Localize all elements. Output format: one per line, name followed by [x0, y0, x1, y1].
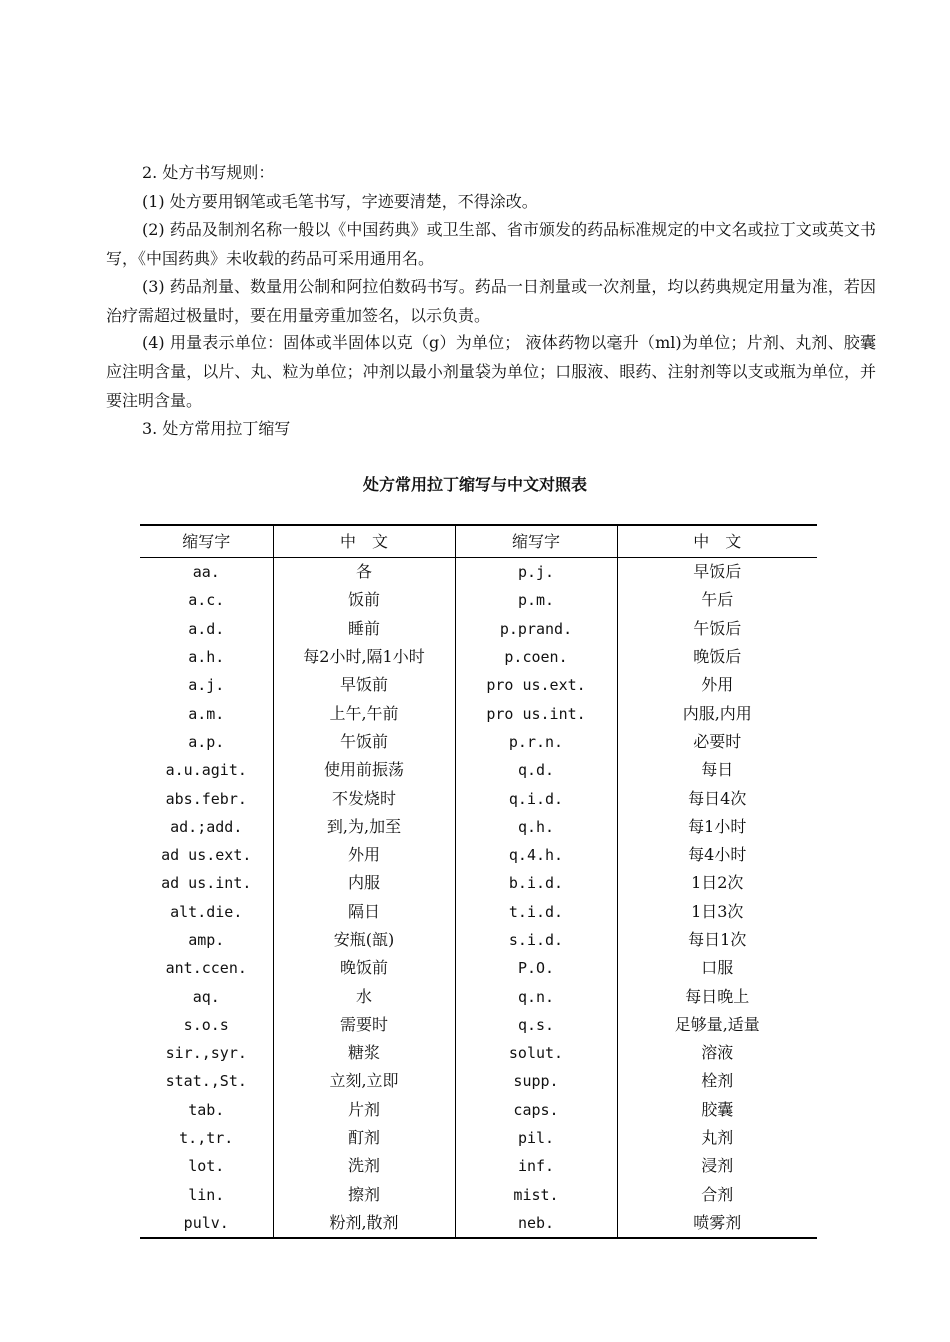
abbreviation-cell: lin. — [188, 1185, 225, 1204]
chinese-meaning-cell: 擦剂 — [273, 1181, 455, 1209]
chinese-meaning-cell: 隔日 — [273, 898, 455, 926]
chinese-meaning-cell: 浸剂 — [617, 1152, 817, 1180]
abbreviation-cell: amp. — [188, 931, 225, 949]
abbreviation-cell: t.i.d. — [455, 898, 617, 926]
abbreviation-cell: p.prand. — [455, 615, 617, 643]
chinese-meaning-cell: 片剂 — [273, 1096, 455, 1124]
chinese-meaning-cell: 到,为,加至 — [273, 813, 455, 841]
abbreviation-cell: a.u.agit. — [165, 761, 247, 780]
chinese-meaning-cell: 每日4次 — [617, 784, 817, 812]
abbreviation-cell: p.j. — [455, 558, 617, 587]
chinese-meaning-cell: 喷雾剂 — [617, 1209, 817, 1238]
abbreviation-cell: ad us.ext. — [161, 846, 252, 865]
table-title: 处方常用拉丁缩写与中文对照表 — [362, 475, 587, 494]
abbreviation-cell: lot. — [188, 1157, 225, 1176]
table-row — [140, 728, 817, 756]
abbreviation-cell: pil. — [455, 1124, 617, 1152]
table-row — [140, 756, 817, 784]
chinese-meaning-cell: 晚饭后 — [617, 643, 817, 671]
abbreviation-cell: ad us.int. — [161, 874, 252, 893]
chinese-meaning-cell: 晚饭前 — [273, 954, 455, 982]
chinese-meaning-cell: 每日晚上 — [617, 982, 817, 1010]
abbreviation-cell: a.m. — [188, 704, 225, 723]
abbreviation-cell: alt.die. — [170, 902, 243, 921]
abbreviation-cell: ant.ccen. — [165, 959, 247, 978]
table-row — [140, 586, 817, 614]
chinese-meaning-cell: 立刻,立即 — [273, 1067, 455, 1095]
paragraph-text: 3. 处方常用拉丁缩写 — [142, 419, 291, 438]
chinese-meaning-cell: 午饭后 — [617, 615, 817, 643]
table-header-row — [140, 525, 817, 558]
abbreviation-cell: pulv. — [183, 1213, 229, 1232]
rule-paragraph-2: (2) 药品及制剂名称一般以《中国药典》或卫生部、省市颁发的药品标准规定的中文名或拉丁文或英文书写，《中国药典》未收载的药品可采用通用名。 — [106, 220, 876, 268]
chinese-meaning-cell: 酊剂 — [273, 1124, 455, 1152]
abbreviation-cell: inf. — [455, 1152, 617, 1180]
chinese-meaning-cell: 糖浆 — [273, 1039, 455, 1067]
chinese-meaning-cell: 安瓶(瓿) — [273, 926, 455, 954]
chinese-meaning-cell: 内服,内用 — [617, 699, 817, 727]
chinese-meaning-cell: 每2小时,隔1小时 — [273, 643, 455, 671]
abbreviation-cell: pro us.ext. — [455, 671, 617, 699]
table-row — [140, 1096, 817, 1124]
chinese-meaning-cell: 栓剂 — [617, 1067, 817, 1095]
chinese-meaning-cell: 1日2次 — [617, 869, 817, 897]
chinese-meaning-cell: 必要时 — [617, 728, 817, 756]
abbreviation-cell: s.o.s — [183, 1015, 229, 1034]
chinese-meaning-cell: 上午,午前 — [273, 699, 455, 727]
abbreviation-cell: a.j. — [188, 676, 225, 695]
chinese-meaning-cell: 需要时 — [273, 1011, 455, 1039]
paragraph-text: 2. 处方书写规则： — [142, 163, 275, 182]
abbreviation-cell: P.O. — [455, 954, 617, 982]
chinese-meaning-cell: 午后 — [617, 586, 817, 614]
chinese-meaning-cell: 内服 — [273, 869, 455, 897]
table-row — [140, 699, 817, 727]
abbreviation-cell: supp. — [455, 1067, 617, 1095]
chinese-meaning-cell: 足够量,适量 — [617, 1011, 817, 1039]
abbreviation-cell: a.p. — [188, 732, 225, 751]
rule-paragraph-4: (4) 用量表示单位：固体或半固体以克（g）为单位； 液体药物以毫升（ml)为单位；片剂、丸剂、胶囊应注明含量，以片、丸、粒为单位；冲剂以最小剂量袋为单位；口服液、眼药、注射剂等以支或瓶为单位，并要注明含量。 — [106, 333, 876, 410]
table-row — [140, 869, 817, 897]
table-row — [140, 615, 817, 643]
chinese-meaning-cell: 早饭后 — [617, 558, 817, 587]
chinese-meaning-cell: 合剂 — [617, 1181, 817, 1209]
table-row — [140, 954, 817, 982]
abbreviation-cell: a.d. — [188, 619, 225, 638]
section-heading-abbreviations — [106, 414, 876, 443]
table-row — [140, 813, 817, 841]
table-row — [140, 1067, 817, 1095]
column-header-chinese: 中 文 — [273, 525, 455, 558]
abbreviation-cell: solut. — [455, 1039, 617, 1067]
abbreviation-table — [140, 524, 817, 1239]
abbreviation-cell: mist. — [455, 1181, 617, 1209]
abbreviation-cell: q.s. — [455, 1011, 617, 1039]
abbreviation-cell: tab. — [188, 1100, 225, 1119]
abbreviation-cell: abs.febr. — [165, 789, 247, 808]
abbreviation-cell: aq. — [192, 987, 220, 1006]
table-row — [140, 1181, 817, 1209]
chinese-meaning-cell: 外用 — [273, 841, 455, 869]
chinese-meaning-cell: 每日1次 — [617, 926, 817, 954]
chinese-meaning-cell: 每日 — [617, 756, 817, 784]
chinese-meaning-cell: 1日3次 — [617, 898, 817, 926]
chinese-meaning-cell: 饭前 — [273, 586, 455, 614]
chinese-meaning-cell: 每1小时 — [617, 813, 817, 841]
table-body — [140, 558, 817, 1239]
chinese-meaning-cell: 丸剂 — [617, 1124, 817, 1152]
abbreviation-cell: stat.,St. — [165, 1072, 247, 1091]
chinese-meaning-cell: 早饭前 — [273, 671, 455, 699]
chinese-meaning-cell: 午饭前 — [273, 728, 455, 756]
abbreviation-cell: caps. — [455, 1096, 617, 1124]
table-row — [140, 982, 817, 1010]
column-header-chinese: 中 文 — [617, 525, 817, 558]
chinese-meaning-cell: 胶囊 — [617, 1096, 817, 1124]
abbreviation-cell: t.,tr. — [179, 1129, 234, 1148]
abbreviation-cell: a.c. — [188, 591, 225, 610]
abbreviation-cell: s.i.d. — [455, 926, 617, 954]
abbreviation-cell: p.m. — [455, 586, 617, 614]
chinese-meaning-cell: 洗剂 — [273, 1152, 455, 1180]
column-header-abbreviation: 缩写字 — [182, 531, 231, 551]
abbreviation-cell: q.i.d. — [455, 784, 617, 812]
chinese-meaning-cell: 睡前 — [273, 615, 455, 643]
abbreviation-cell: b.i.d. — [455, 869, 617, 897]
abbreviation-cell: aa. — [192, 563, 220, 582]
rule-paragraph-1 — [106, 187, 876, 216]
abbreviation-cell: pro us.int. — [455, 699, 617, 727]
abbreviation-cell: sir.,syr. — [165, 1044, 247, 1063]
abbreviation-cell: q.h. — [455, 813, 617, 841]
table-row — [140, 1124, 817, 1152]
section-heading-rules — [106, 158, 876, 187]
chinese-meaning-cell: 粉剂,散剂 — [273, 1209, 455, 1238]
table-row — [140, 643, 817, 671]
table-row — [140, 898, 817, 926]
chinese-meaning-cell: 口服 — [617, 954, 817, 982]
abbreviation-cell: neb. — [455, 1209, 617, 1238]
chinese-meaning-cell: 外用 — [617, 671, 817, 699]
table-row — [140, 784, 817, 812]
abbreviation-cell: q.4.h. — [455, 841, 617, 869]
rule-paragraph-3: (3) 药品剂量、数量用公制和阿拉伯数码书写。药品一日剂量或一次剂量，均以药典规定用量为准，若因治疗需超过极量时，要在用量旁重加签名，以示负责。 — [106, 277, 876, 325]
abbreviation-cell: a.h. — [188, 648, 225, 667]
paragraph-text: (1) 处方要用钢笔或毛笔书写，字迹要清楚，不得涂改。 — [142, 192, 538, 211]
chinese-meaning-cell: 水 — [273, 982, 455, 1010]
table-row — [140, 1011, 817, 1039]
abbreviation-cell: p.r.n. — [455, 728, 617, 756]
chinese-meaning-cell: 不发烧时 — [273, 784, 455, 812]
table-row — [140, 558, 817, 587]
chinese-meaning-cell: 每4小时 — [617, 841, 817, 869]
chinese-meaning-cell: 各 — [273, 558, 455, 587]
column-header-abbreviation: 缩写字 — [455, 525, 617, 558]
chinese-meaning-cell: 溶液 — [617, 1039, 817, 1067]
abbreviation-cell: q.n. — [455, 982, 617, 1010]
table-row — [140, 671, 817, 699]
table-row — [140, 926, 817, 954]
abbreviation-cell: ad.;add. — [170, 817, 243, 836]
table-row — [140, 1209, 817, 1238]
table-row — [140, 1152, 817, 1180]
chinese-meaning-cell: 使用前振荡 — [273, 756, 455, 784]
table-row — [140, 841, 817, 869]
table-row — [140, 1039, 817, 1067]
abbreviation-cell: q.d. — [455, 756, 617, 784]
abbreviation-cell: p.coen. — [455, 643, 617, 671]
